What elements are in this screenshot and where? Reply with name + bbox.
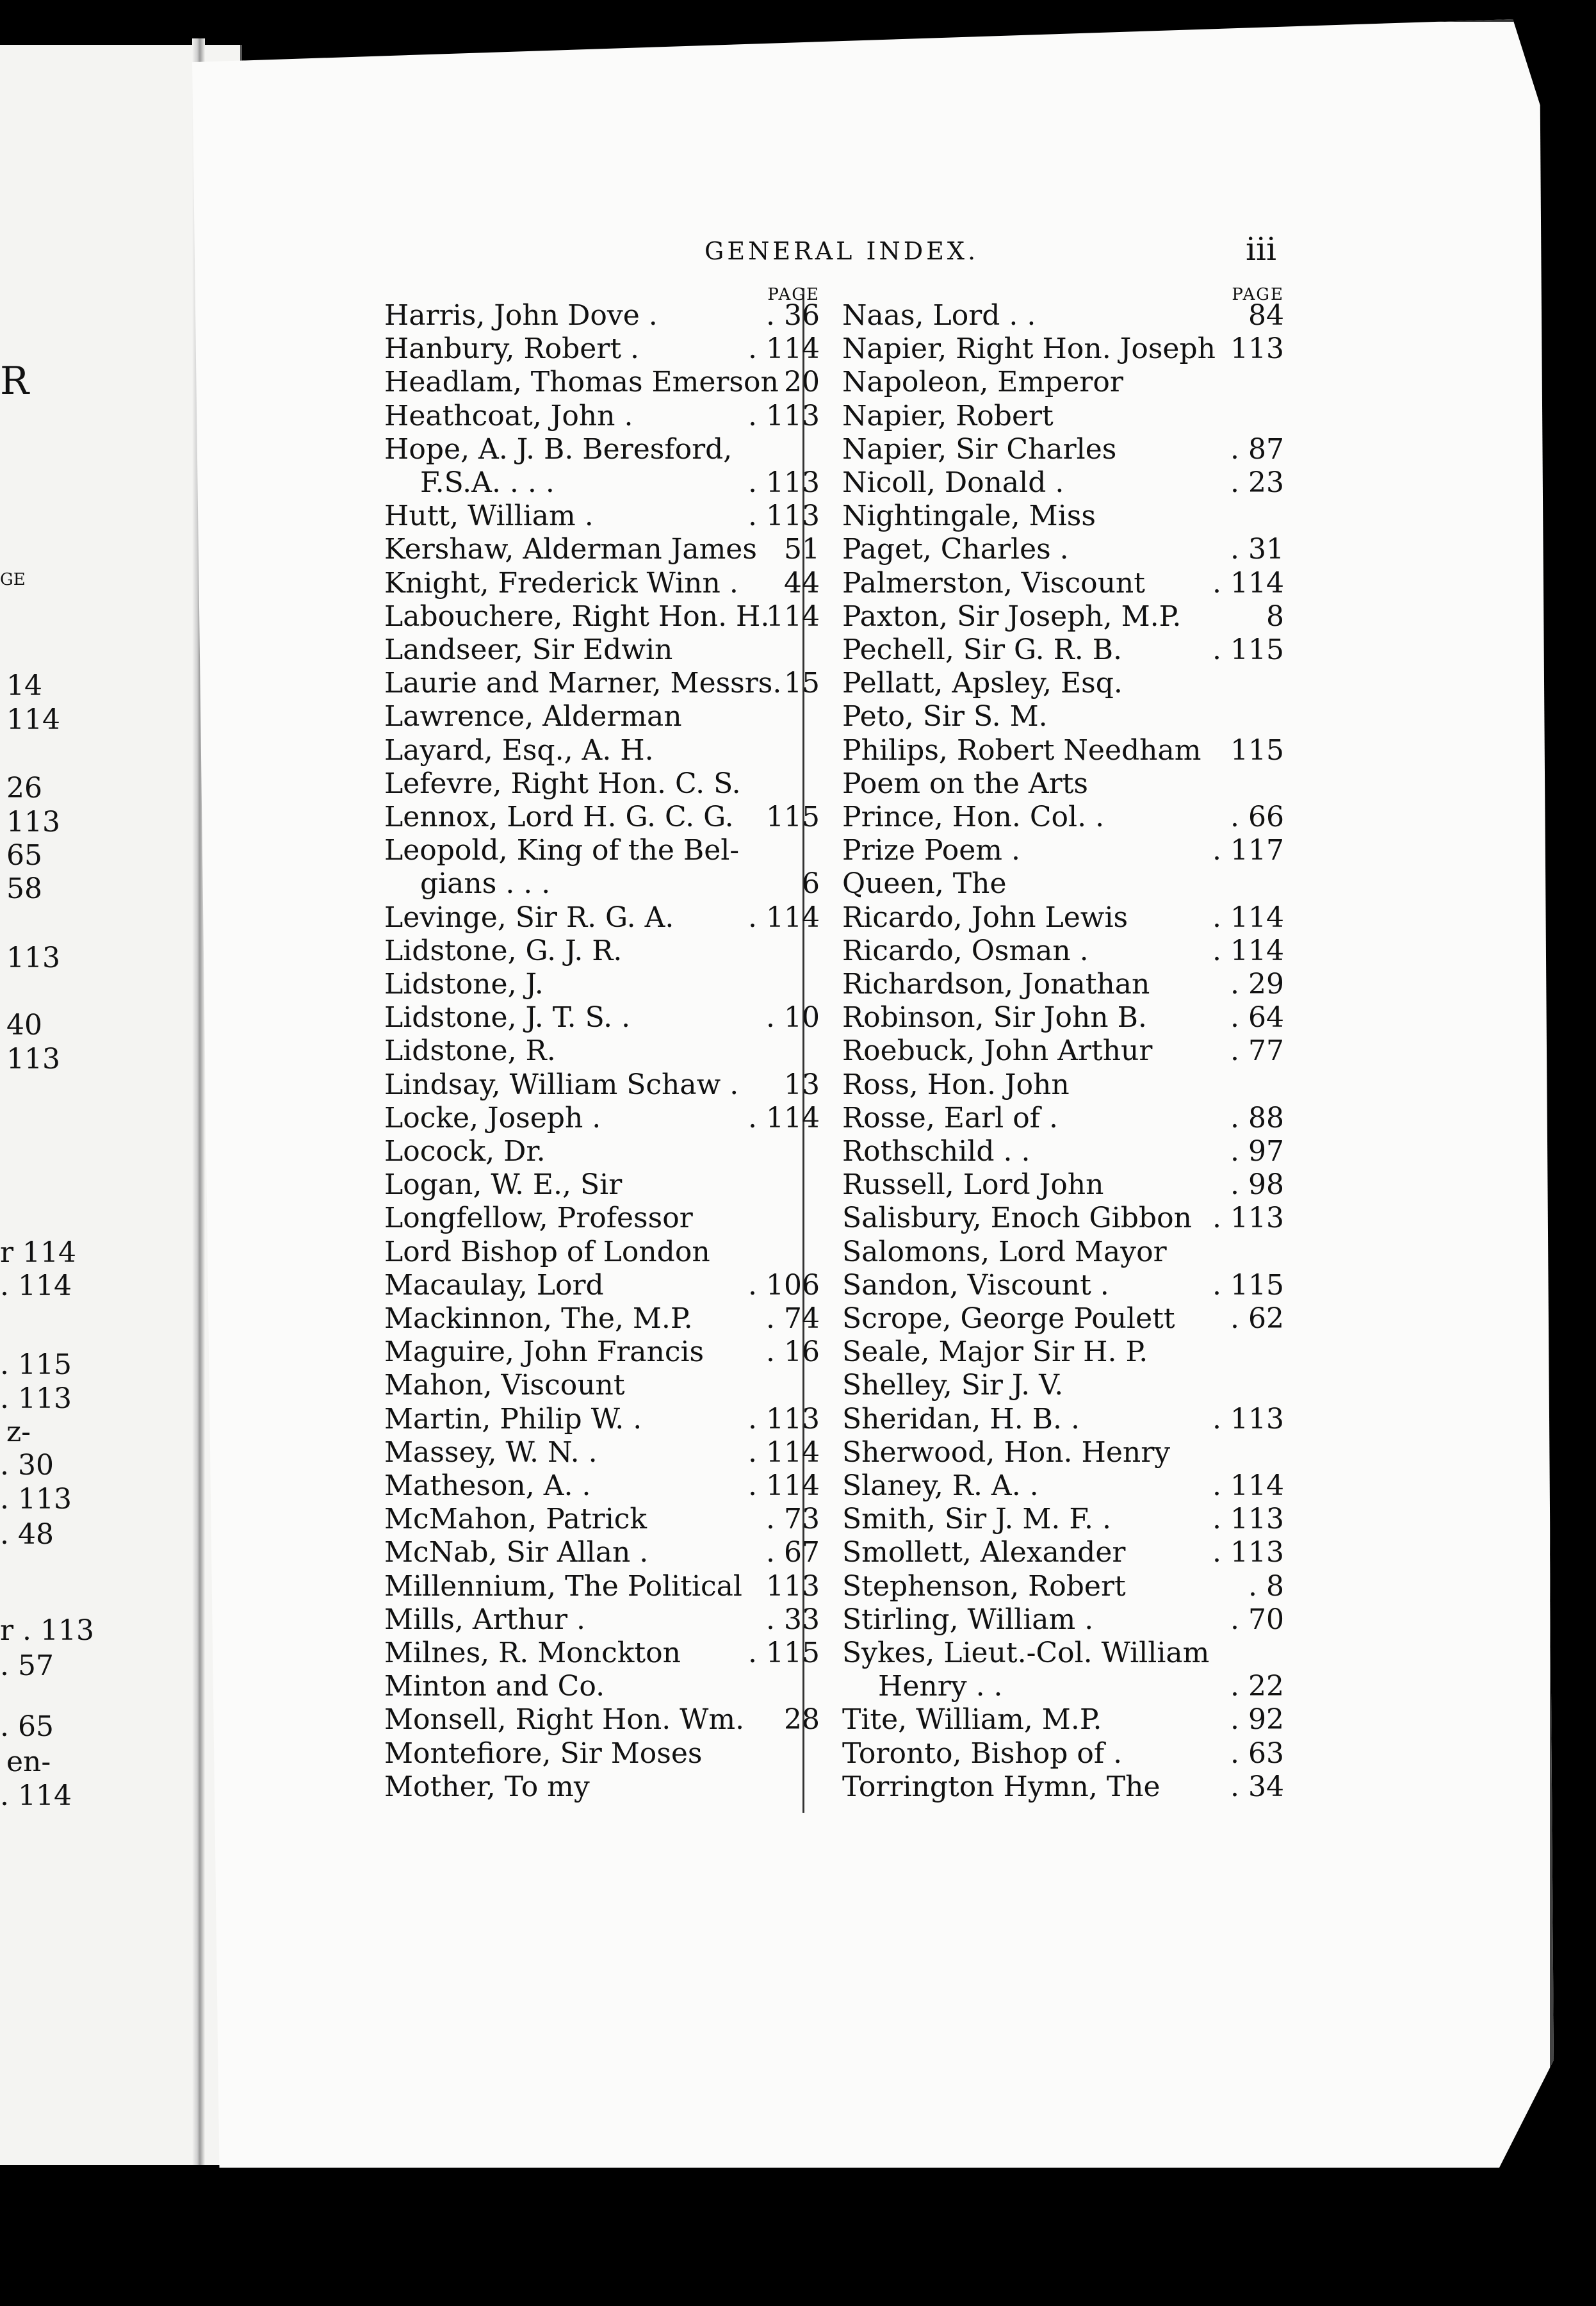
facing-page-number: r . 113: [0, 1614, 94, 1647]
index-entry: [842, 1603, 1284, 1637]
index-entry-name: Salomons, Lord Mayor: [842, 1235, 1167, 1268]
index-entry-page: . 8: [1248, 1569, 1284, 1603]
index-entry: [842, 1302, 1284, 1336]
index-entry-name: Tite, William, M.P.: [842, 1703, 1102, 1737]
index-entry-page: . 22: [1230, 1670, 1284, 1703]
index-entry-page: 6: [802, 867, 820, 901]
index-entry-page: . 67: [766, 1536, 820, 1569]
index-entry-page: . 97: [1230, 1135, 1284, 1168]
index-entry: [384, 1236, 820, 1269]
index-entry-name: Sheridan, H. B. .: [842, 1402, 1080, 1435]
index-entry-name: Hope, A. J. B. Beresford,: [384, 432, 733, 466]
index-entry-name: Naas, Lord . .: [842, 299, 1036, 332]
index-entry-name: Lefevre, Right Hon. C. S.: [384, 767, 741, 800]
index-entry: [384, 667, 820, 700]
index-entry-name: Mills, Arthur .: [384, 1603, 585, 1636]
facing-page-number: . 115: [0, 1348, 72, 1381]
index-entry: [384, 801, 820, 834]
index-entry-name: Harris, John Dove .: [384, 299, 658, 332]
facing-page-number: . 30: [0, 1449, 54, 1482]
index-entry-name: Peto, Sir S. M.: [842, 700, 1048, 733]
index-entry-page: . 113: [748, 1402, 820, 1435]
index-entry: [842, 1703, 1284, 1737]
index-entry: [384, 1436, 820, 1469]
index-entry-name: Mother, To my: [384, 1770, 590, 1803]
index-entry: [842, 1469, 1284, 1503]
index-entry: [384, 1269, 820, 1302]
index-entry-page: 15: [784, 667, 820, 700]
index-entry-page: . 70: [1230, 1603, 1284, 1636]
index-entry-name: Paget, Charles .: [842, 533, 1069, 566]
index-entry-name: Massey, W. N. .: [384, 1435, 598, 1469]
index-entry: [842, 935, 1284, 968]
index-entry: [842, 567, 1284, 600]
index-entry-name: Russell, Lord John: [842, 1168, 1104, 1202]
index-entry-name: Ross, Hon. John: [842, 1068, 1070, 1101]
index-entry-page: . 62: [1230, 1302, 1284, 1335]
index-entry-name: Rothschild . .: [842, 1135, 1030, 1168]
index-entry-name: Mackinnon, The, M.P.: [384, 1302, 693, 1335]
index-entry: [842, 1034, 1284, 1068]
facing-page-number: . 113: [0, 1483, 72, 1516]
index-entry: [842, 1001, 1284, 1034]
index-entry-page: . 74: [766, 1302, 820, 1335]
index-entry-page: . 113: [1212, 1402, 1284, 1435]
index-entry-page: . 77: [1230, 1034, 1284, 1068]
index-entry: [842, 1369, 1284, 1402]
index-entry-page: 115: [1230, 733, 1284, 767]
index-entry-name: Prize Poem .: [842, 834, 1020, 867]
index-entry-name: Leopold, King of the Bel-: [384, 834, 740, 867]
facing-page-number: en-: [6, 1746, 51, 1778]
index-entry: [384, 600, 820, 634]
index-entry: [384, 1503, 820, 1536]
index-entry-name: Millennium, The Political: [384, 1569, 742, 1603]
index-entry-name: Maguire, John Francis: [384, 1336, 704, 1369]
index-entry-name: Prince, Hon. Col. .: [842, 801, 1105, 833]
index-entry-page: 113: [766, 1569, 820, 1603]
index-entry: [842, 1269, 1284, 1302]
index-entry-name: Macaulay, Lord: [384, 1268, 604, 1302]
facing-page-number: 113: [6, 1043, 60, 1075]
index-entry-name: Laurie and Marner, Messrs.: [384, 667, 782, 700]
index-entry: [842, 332, 1284, 366]
index-entry-name: Monsell, Right Hon. Wm.: [384, 1703, 745, 1737]
facing-page-number: 58: [6, 872, 42, 905]
index-entry-name: Toronto, Bishop of .: [842, 1737, 1123, 1770]
index-entry-name: Scrope, George Poulett: [842, 1302, 1175, 1335]
index-entry: [842, 901, 1284, 935]
page-header: [0, 231, 1596, 269]
index-entry-page: . 114: [748, 1469, 820, 1502]
index-entry: [842, 801, 1284, 834]
index-entry: [384, 1670, 820, 1703]
index-entry-page: . 87: [1230, 432, 1284, 466]
facing-page-number: . 114: [0, 1270, 72, 1302]
index-entry-name: Pellatt, Apsley, Esq.: [842, 667, 1123, 700]
index-entry-name: Sherwood, Hon. Henry: [842, 1435, 1171, 1469]
index-entry-page: . 73: [766, 1503, 820, 1536]
index-entry-name: Locock, Dr.: [384, 1135, 546, 1168]
index-entry-name: Roebuck, John Arthur: [842, 1034, 1153, 1068]
index-entry: [384, 400, 820, 433]
index-entry-name: Salisbury, Enoch Gibbon: [842, 1202, 1192, 1235]
index-entry-page: . 23: [1230, 466, 1284, 499]
index-entry-name: Headlam, Thomas Emerson: [384, 366, 779, 399]
index-entry-page: 20: [784, 366, 820, 399]
index-entry: [384, 1168, 820, 1202]
index-entry: [842, 667, 1284, 700]
index-entry: [384, 1603, 820, 1637]
index-entry-page: . 29: [1230, 968, 1284, 1001]
index-entry-name: Knight, Frederick Winn .: [384, 566, 738, 600]
index-entry-name: Pechell, Sir G. R. B.: [842, 634, 1123, 666]
facing-page-number: 113: [6, 806, 60, 838]
index-entry: [842, 1236, 1284, 1269]
index-entry-page: . 36: [766, 299, 820, 332]
index-entry: [842, 366, 1284, 399]
column-page-label: PAGE: [767, 285, 820, 304]
index-entry: [842, 1503, 1284, 1536]
index-entry-page: . 106: [748, 1268, 820, 1302]
index-entry: [842, 600, 1284, 634]
index-entry-name: Stirling, William .: [842, 1603, 1094, 1636]
index-entry-page: . 114: [748, 1101, 820, 1134]
facing-page-number: . 114: [0, 1779, 72, 1812]
index-entry-name: Richardson, Jonathan: [842, 968, 1150, 1001]
index-entry-page: 114: [766, 600, 820, 633]
index-entry-name: Levinge, Sir R. G. A.: [384, 901, 674, 934]
index-entry-name: Queen, The: [842, 867, 1007, 901]
index-entry-name: Minton and Co.: [384, 1670, 605, 1703]
index-entry-name: Labouchere, Right Hon. H.: [384, 600, 770, 633]
index-entry-page: 13: [784, 1068, 820, 1101]
index-entry-name: Rosse, Earl of .: [842, 1101, 1058, 1134]
index-entry: [384, 634, 820, 667]
index-entry: [384, 1336, 820, 1369]
index-entry-name: Lindsay, William Schaw .: [384, 1068, 739, 1101]
index-entry: [384, 1102, 820, 1135]
index-entry-page: . 113: [1212, 1503, 1284, 1536]
facing-page-number: 65: [6, 839, 42, 872]
index-entry: [384, 1001, 820, 1034]
index-entry-name: Ricardo, Osman .: [842, 934, 1089, 967]
index-entry: [384, 1536, 820, 1569]
index-entry-page: 28: [784, 1703, 820, 1737]
index-entry-name: Philips, Robert Needham: [842, 733, 1201, 767]
index-entry-name: Lord Bishop of London: [384, 1235, 710, 1268]
index-entry: [842, 466, 1284, 500]
index-entry-name: Locke, Joseph .: [384, 1101, 601, 1134]
index-entry-name: Landseer, Sir Edwin: [384, 634, 673, 666]
index-entry-page: . 114: [748, 332, 820, 366]
index-entry-name: Seale, Major Sir H. P.: [842, 1336, 1148, 1369]
index-entry-name: Lidstone, J. T. S. .: [384, 1001, 631, 1034]
index-entry-page: . 63: [1230, 1737, 1284, 1770]
index-entry-page: . 98: [1230, 1168, 1284, 1202]
index-entry: [384, 500, 820, 533]
index-entry-page: . 115: [748, 1637, 820, 1669]
index-entry-page: 8: [1266, 600, 1284, 633]
index-entry-name: Napoleon, Emperor: [842, 366, 1123, 399]
index-entry-page: . 34: [1230, 1770, 1284, 1803]
facing-page-number: . 48: [0, 1518, 54, 1551]
index-entry: [842, 533, 1284, 566]
index-entry: [842, 500, 1284, 533]
index-entry: [384, 901, 820, 935]
index-entry: [384, 299, 820, 332]
index-entry-page: . 88: [1230, 1101, 1284, 1134]
index-entry: [842, 1436, 1284, 1469]
index-entry-name: Longfellow, Professor: [384, 1202, 693, 1235]
index-entry-name: Lawrence, Alderman: [384, 700, 682, 733]
index-entry-name: Hutt, William .: [384, 500, 594, 533]
index-entry: [384, 968, 820, 1001]
index-entry-page: . 114: [1212, 901, 1284, 934]
index-entry-name: Poem on the Arts: [842, 767, 1088, 800]
index-entry-page: . 114: [1212, 1469, 1284, 1502]
index-entry-page: . 115: [1212, 1268, 1284, 1302]
index-entry: [842, 700, 1284, 733]
index-entry-page: . 113: [748, 500, 820, 533]
index-entry: [842, 1737, 1284, 1770]
index-entry: [384, 433, 820, 466]
index-entry: [842, 1403, 1284, 1436]
index-entry-name: Lidstone, G. J. R.: [384, 934, 623, 967]
index-entry-name: Lidstone, J.: [384, 968, 544, 1001]
index-entry: [842, 834, 1284, 867]
index-entry-name: F.S.A. . . .: [384, 466, 555, 499]
page-title: GENERAL INDEX.: [704, 237, 979, 265]
index-entry-name: Heathcoat, John .: [384, 399, 633, 432]
index-entry: [384, 1135, 820, 1168]
index-entry-page: . 113: [1212, 1202, 1284, 1235]
index-entry-name: Palmerston, Viscount: [842, 566, 1145, 600]
index-entry-page: . 31: [1230, 533, 1284, 566]
index-entry: [842, 400, 1284, 433]
index-entry: [384, 700, 820, 733]
index-entry-page: . 66: [1230, 801, 1284, 833]
facing-page-corner-letter: R: [0, 359, 29, 404]
index-entry-name: Stephenson, Robert: [842, 1569, 1126, 1603]
index-entry-name: Nicoll, Donald .: [842, 466, 1064, 499]
index-entry-name: Sykes, Lieut.-Col. William: [842, 1637, 1210, 1669]
index-entry-page: . 114: [1212, 934, 1284, 967]
index-entry-name: Hanbury, Robert .: [384, 332, 639, 366]
index-entry-page: . 33: [766, 1603, 820, 1636]
page-number: iii: [1246, 231, 1276, 268]
index-entry-page: . 114: [748, 901, 820, 934]
index-entry-page: . 64: [1230, 1001, 1284, 1034]
index-entry-name: Smollett, Alexander: [842, 1536, 1126, 1569]
facing-page-number: 40: [6, 1009, 42, 1042]
index-entry: [384, 867, 820, 901]
index-entry: [384, 366, 820, 399]
facing-page-number: 113: [6, 942, 60, 974]
index-entry: [384, 1403, 820, 1436]
facing-page-number: 114: [6, 703, 60, 736]
index-entry-name: Shelley, Sir J. V.: [842, 1369, 1064, 1402]
index-entry: [842, 1068, 1284, 1102]
index-entry-name: Robinson, Sir John B.: [842, 1001, 1147, 1034]
index-entry-page: . 114: [1212, 566, 1284, 600]
index-entry: [384, 1703, 820, 1737]
index-entry: [842, 1536, 1284, 1569]
index-entry-name: Milnes, R. Monckton: [384, 1637, 681, 1669]
facing-page-number: r 114: [0, 1236, 77, 1269]
index-entry: [384, 1202, 820, 1235]
index-entry: [384, 1369, 820, 1402]
index-entry-name: Paxton, Sir Joseph, M.P.: [842, 600, 1182, 633]
index-entry-name: Slaney, R. A. .: [842, 1469, 1039, 1502]
index-entry: [384, 834, 820, 867]
index-entry-name: Martin, Philip W. .: [384, 1402, 642, 1435]
index-entry: [384, 567, 820, 600]
index-entry: [384, 935, 820, 968]
index-entry-name: Logan, W. E., Sir: [384, 1168, 623, 1202]
index-entry: [842, 1637, 1284, 1670]
index-entry-page: . 10: [766, 1001, 820, 1034]
index-entry-page: . 115: [1212, 634, 1284, 666]
index-entry: [384, 1737, 820, 1770]
index-entry: [842, 1336, 1284, 1369]
index-entry: [842, 1102, 1284, 1135]
index-entry-page: . 92: [1230, 1703, 1284, 1737]
index-entry-page: . 117: [1212, 834, 1284, 867]
index-entry: [384, 332, 820, 366]
index-entry: [384, 1469, 820, 1503]
index-entry-name: Mahon, Viscount: [384, 1369, 625, 1402]
index-entry-name: Matheson, A. .: [384, 1469, 591, 1502]
index-entry: [384, 1068, 820, 1102]
facing-page-number: z-: [6, 1416, 31, 1448]
index-entry: [842, 299, 1284, 332]
index-entry-name: Torrington Hymn, The: [842, 1770, 1160, 1803]
facing-page-number: . 65: [0, 1710, 54, 1743]
index-entry: [842, 1168, 1284, 1202]
index-entry: [384, 734, 820, 767]
index-entry-name: Lennox, Lord H. G. C. G.: [384, 801, 734, 833]
index-entry-page: 113: [1230, 332, 1284, 366]
index-entry-page: . 16: [766, 1336, 820, 1369]
index-entry-name: Layard, Esq., A. H.: [384, 733, 654, 767]
index-entry-name: Kershaw, Alderman James: [384, 533, 757, 566]
index-entry: [384, 767, 820, 801]
index-entry: [842, 1770, 1284, 1804]
index-entry-page: 44: [784, 566, 820, 600]
facing-page-number: . 57: [0, 1649, 54, 1682]
index-entry-name: Nightingale, Miss: [842, 500, 1096, 533]
index-entry-name: Henry . .: [842, 1670, 1003, 1703]
column-page-label: PAGE: [1232, 285, 1284, 304]
index-entry: [842, 1135, 1284, 1168]
index-entry: [842, 634, 1284, 667]
index-entry-name: Sandon, Viscount .: [842, 1268, 1109, 1302]
facing-page-label: GE: [0, 570, 26, 589]
index-entry: [842, 767, 1284, 801]
index-entry: [384, 1302, 820, 1336]
index-entry-page: 84: [1248, 299, 1284, 332]
index-entry-name: Lidstone, R.: [384, 1034, 556, 1068]
index-entry-name: Napier, Robert: [842, 399, 1054, 432]
index-entry-page: . 113: [748, 399, 820, 432]
index-entry-page: . 113: [1212, 1536, 1284, 1569]
index-entry: [842, 734, 1284, 767]
index-entry: [384, 533, 820, 566]
facing-page-number: 26: [6, 772, 42, 805]
index-entry: [384, 1770, 820, 1804]
facing-page-number: . 113: [0, 1382, 72, 1415]
index-entry: [842, 968, 1284, 1001]
index-entry: [842, 1202, 1284, 1235]
index-entry-name: Napier, Right Hon. Joseph: [842, 332, 1216, 366]
index-entry: [842, 433, 1284, 466]
index-entry-name: Smith, Sir J. M. F. .: [842, 1503, 1112, 1536]
index-entry-page: . 113: [748, 466, 820, 499]
index-entry: [384, 1637, 820, 1670]
index-entry-name: McMahon, Patrick: [384, 1503, 647, 1536]
index-entry: [384, 1570, 820, 1603]
index-entry-page: 115: [766, 801, 820, 833]
index-entry: [384, 466, 820, 500]
index-entry-name: Montefiore, Sir Moses: [384, 1737, 703, 1770]
index-entry: [842, 1670, 1284, 1703]
index-entry: [842, 867, 1284, 901]
index-entry-name: McNab, Sir Allan .: [384, 1536, 649, 1569]
index-entry-name: Ricardo, John Lewis: [842, 901, 1128, 934]
index-entry-name: Napier, Sir Charles: [842, 432, 1117, 466]
index-entry-page: . 114: [748, 1435, 820, 1469]
index-entry-page: 51: [784, 533, 820, 566]
index-entry: [842, 1570, 1284, 1603]
index-entry-name: gians . . .: [384, 867, 551, 901]
facing-page-number: 14: [6, 669, 42, 702]
index-entry: [384, 1034, 820, 1068]
